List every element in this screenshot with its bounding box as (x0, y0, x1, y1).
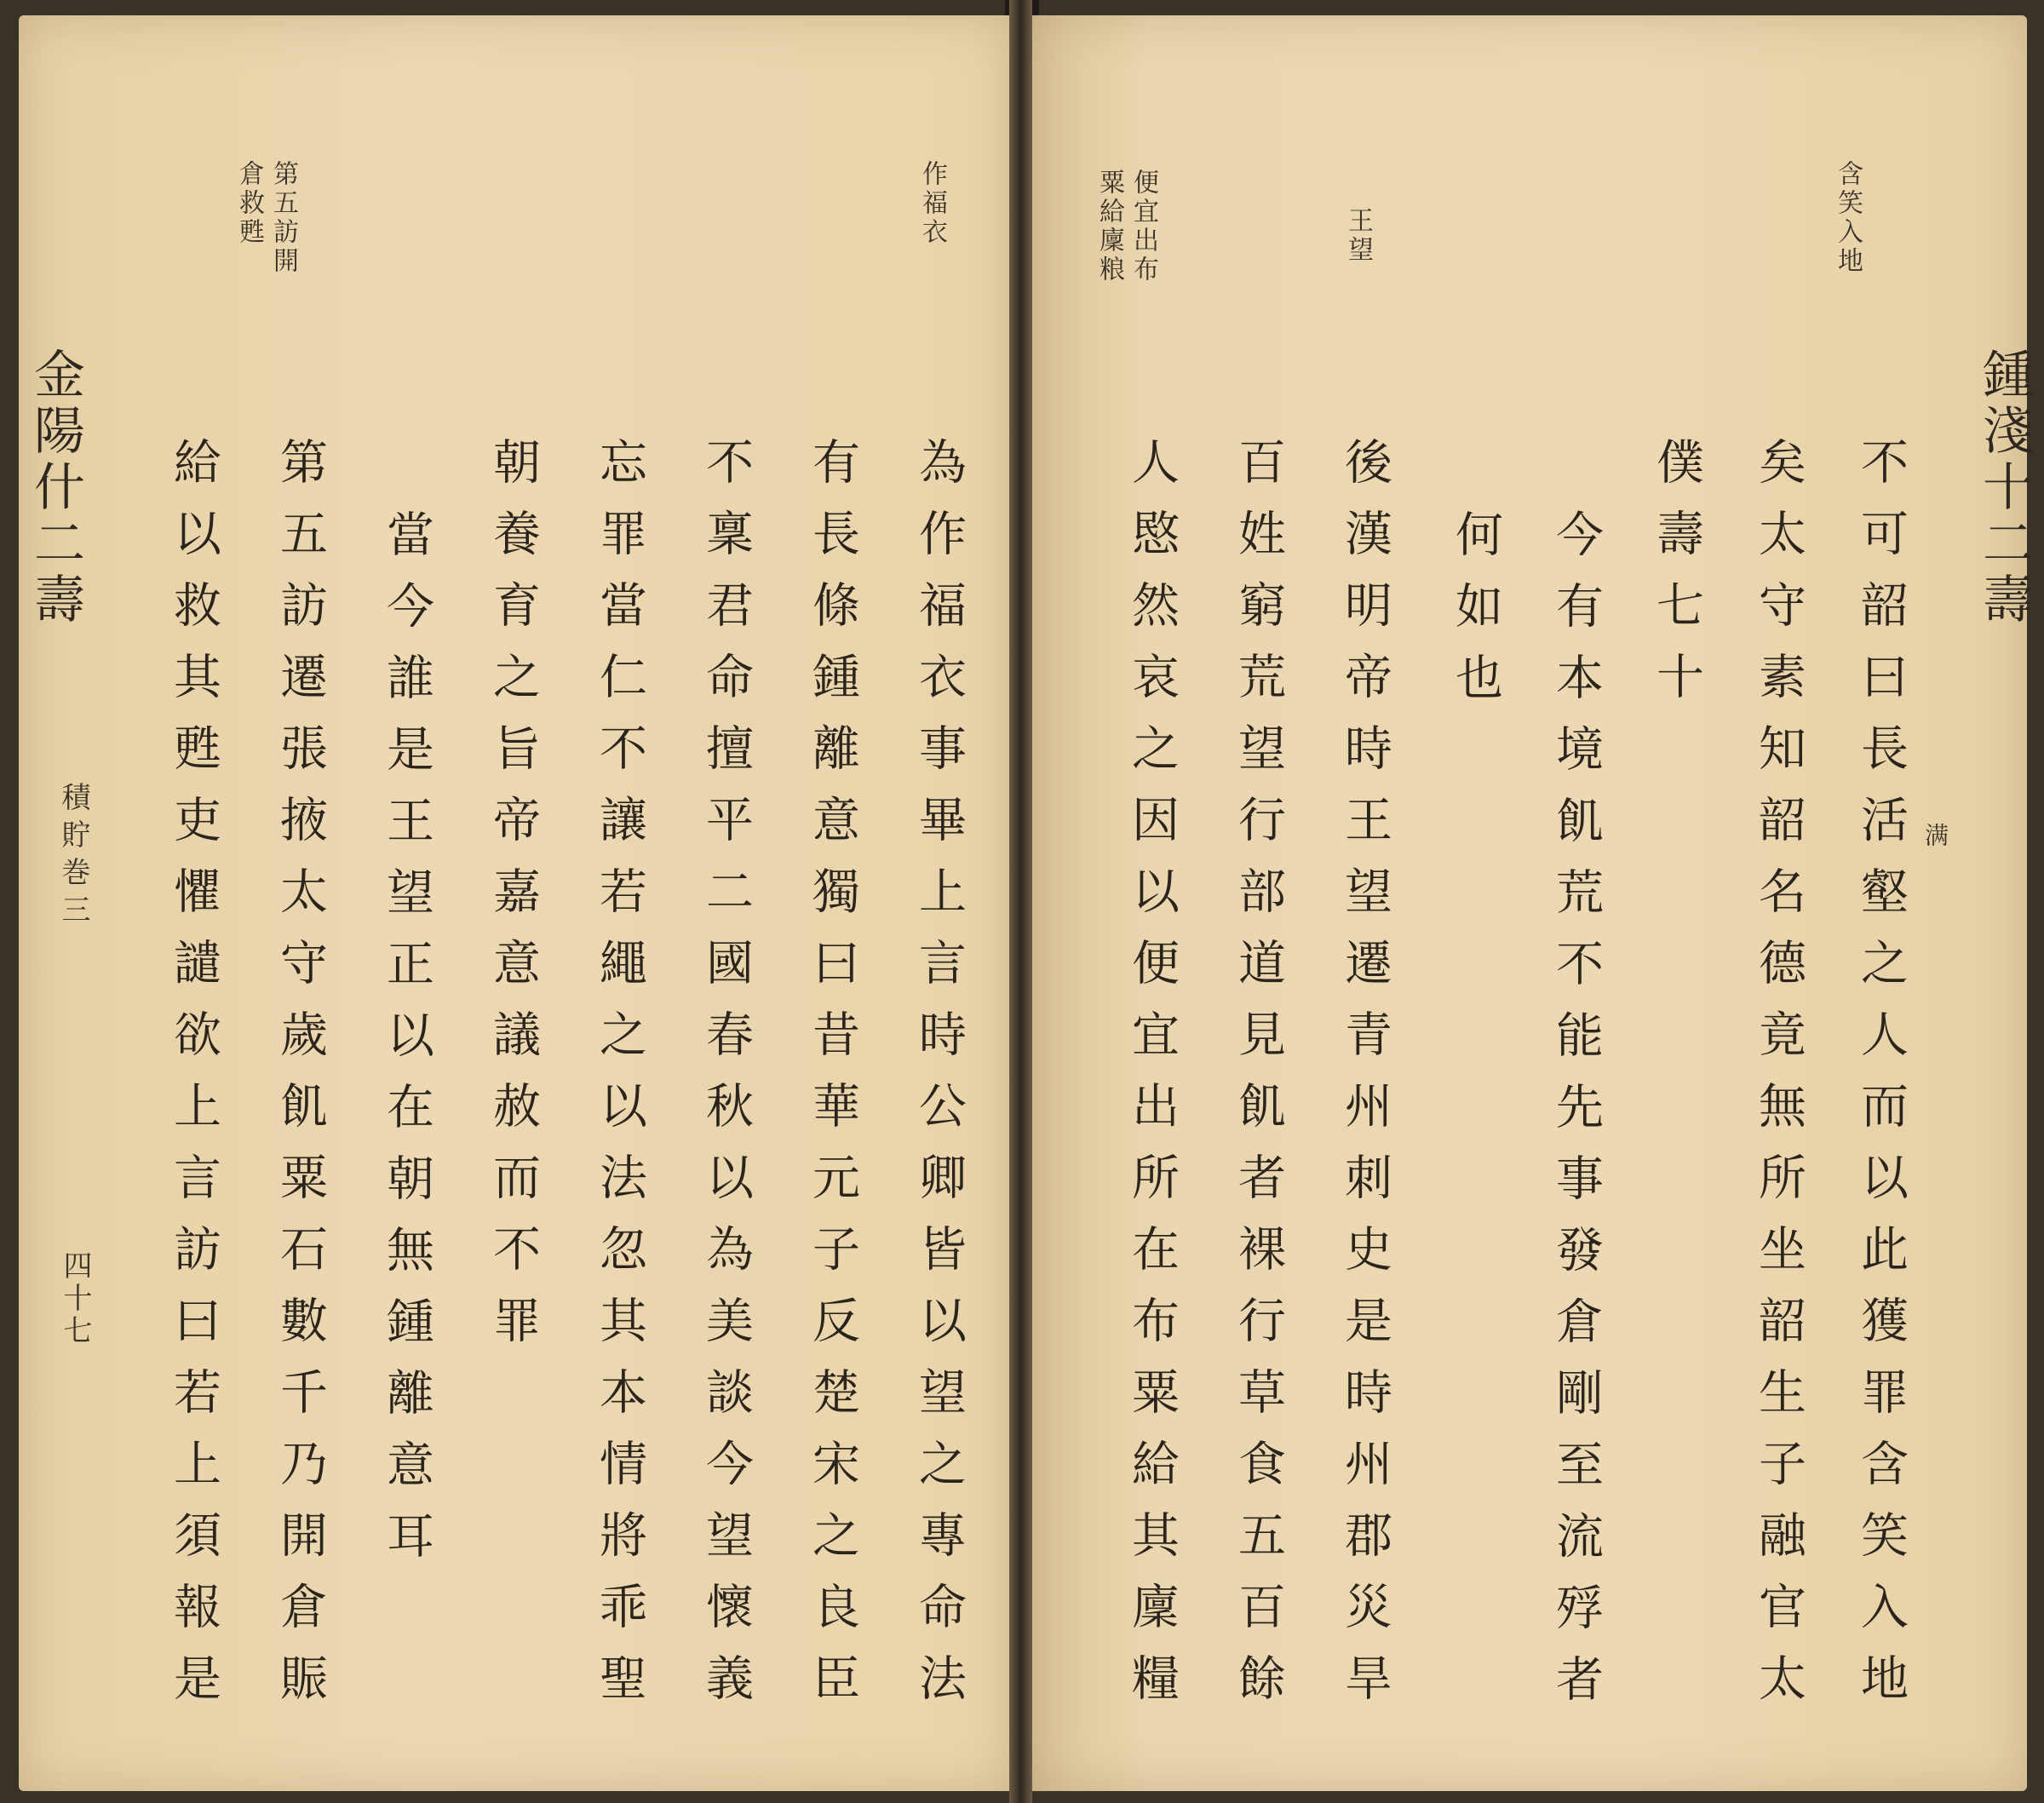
right-column-1: 不可韶曰長活壑之人而以此獲罪含笑入地 (1853, 437, 1909, 1725)
right-column-3: 僕壽七十 (1649, 437, 1704, 723)
right-side-note: 满 (1921, 823, 1949, 855)
section-label: 積貯巻三 (56, 782, 90, 932)
right-page (1032, 15, 2034, 1791)
left-column-6: 當今誰是王望正以在朝無鍾離意耳 (379, 509, 434, 1582)
right-note-1: 含笑入地 (1833, 160, 1863, 276)
left-column-3: 不稟君命擅平二國春秋以為美談今望懷義 (698, 437, 754, 1725)
left-column-2: 有長條鍾離意獨曰昔華元子反楚宋之良臣 (805, 437, 860, 1725)
left-note-1: 第五訪開 (268, 160, 298, 276)
right-column-5: 何如也 (1448, 509, 1503, 724)
left-column-7: 第五訪遷張掖太守歲飢粟石數千乃開倉賑 (273, 437, 328, 1725)
right-note-3: 便宜出布 (1128, 169, 1158, 284)
right-column-4: 今有本境飢荒不能先事發倉剛至流殍者 (1548, 509, 1604, 1725)
right-column-7: 百姓窮荒望行部道見飢者裸行草食五百餘 (1231, 437, 1286, 1725)
right-column-8: 人愍然哀之因以便宜出所在布粟給其廩糧 (1124, 437, 1180, 1725)
right-note-4: 粟給廩粮 (1094, 169, 1124, 284)
right-note-2: 王望 (1343, 207, 1373, 265)
left-column-5: 朝養育之旨帝嘉意議赦而不罪 (485, 437, 541, 1367)
left-spine-title: 金陽什二壽 (26, 347, 85, 629)
left-note-3: 作福衣 (917, 160, 947, 247)
left-note-2: 倉救甦 (234, 160, 264, 247)
left-page (19, 15, 1009, 1791)
right-column-2: 矣太守素知韶名德竟無所坐韶生子融官太 (1751, 437, 1806, 1725)
page-number: 四十七 (58, 1250, 92, 1347)
left-column-1: 為作福衣事畢上言時公卿皆以望之專命法 (911, 437, 967, 1725)
right-spine-title: 鍾淺十二壽 (1974, 347, 2034, 629)
right-column-6: 後漢明帝時王望遷青州刺史是時州郡災旱 (1337, 437, 1392, 1725)
left-column-8: 給以救其甦吏懼譴欲上言訪曰若上須報是 (166, 437, 221, 1725)
left-column-4: 忘罪當仁不讓若繩之以法忽其本情將乖聖 (592, 437, 647, 1725)
book-gutter (1009, 0, 1032, 1803)
